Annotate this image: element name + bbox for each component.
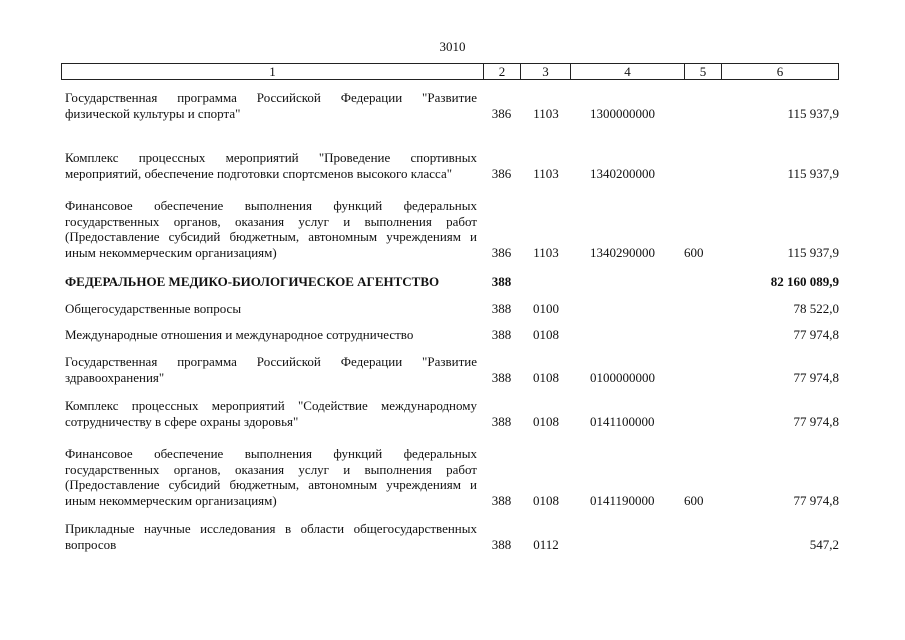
row-name: Комплекс процессных мероприятий "Содействие международному сотрудничеству в сфере охраны здоровья" <box>65 398 477 429</box>
row-col3: 0108 <box>533 326 559 342</box>
column-header-1: 1 <box>62 64 484 80</box>
row-col6: 77 974,8 <box>793 413 839 429</box>
row-col6: 115 937,9 <box>787 105 839 121</box>
row-col2: 388 <box>491 300 512 316</box>
column-header-table <box>61 63 839 80</box>
row-col3: 1103 <box>533 244 559 260</box>
column-header-5: 5 <box>685 64 722 80</box>
table-row <box>65 134 839 181</box>
column-header-2: 2 <box>484 64 521 80</box>
row-name: Финансовое обеспечение выполнения функций федеральных государственных органов, оказания услуг и выполнения работ (Предоставление субсидий бюджетным, автономным учреждениям и иным некоммерческим организациям) <box>65 198 477 260</box>
row-col6: 77 974,8 <box>793 492 839 508</box>
page-number: 3010 <box>439 39 466 54</box>
table-row <box>65 520 839 552</box>
row-col2: 388 <box>491 273 512 289</box>
column-header-row <box>62 64 839 80</box>
column-header-6: 6 <box>722 64 839 80</box>
row-col6: 82 160 089,9 <box>770 273 839 289</box>
row-col2: 386 <box>491 165 512 181</box>
row-col6: 77 974,8 <box>793 369 839 385</box>
row-col4: 1340200000 <box>590 165 655 181</box>
row-col2: 388 <box>491 492 512 508</box>
row-name: Общегосударственные вопросы <box>65 300 242 316</box>
row-col3: 1103 <box>533 105 559 121</box>
row-name: Прикладные научные исследования в области общегосударственных вопросов <box>65 521 477 552</box>
row-col2: 388 <box>491 369 512 385</box>
row-name: Государственная программа Российской Федерации "Развитие физической культуры и спорта" <box>65 90 477 121</box>
row-col3: 1103 <box>533 165 559 181</box>
row-col6: 78 522,0 <box>793 300 839 316</box>
table-row <box>65 353 839 385</box>
row-col5: 600 <box>684 492 704 508</box>
row-col6: 115 937,9 <box>787 244 839 260</box>
table-row <box>65 445 839 508</box>
row-col3: 0108 <box>533 492 559 508</box>
row-col4: 0100000000 <box>590 369 655 385</box>
row-col2: 388 <box>491 326 512 342</box>
row-col2: 388 <box>491 536 512 552</box>
column-header-3: 3 <box>521 64 571 80</box>
row-name: Международные отношения и международное сотрудничество <box>65 326 414 342</box>
row-name: Комплекс процессных мероприятий "Проведение спортивных мероприятий, обеспечение подготовки спортсменов высокого класса" <box>65 150 477 181</box>
table-row <box>65 397 839 429</box>
row-name: Финансовое обеспечение выполнения функций федеральных государственных органов, оказания услуг и выполнения работ (Предоставление субсидий бюджетным, автономным учреждениям и иным некоммерческим организациям) <box>65 446 477 508</box>
row-col3: 0100 <box>533 300 559 316</box>
row-col2: 388 <box>491 413 512 429</box>
row-col6: 547,2 <box>809 536 839 552</box>
row-col4: 0141190000 <box>590 492 655 508</box>
row-name: ФЕДЕРАЛЬНОЕ МЕДИКО-БИОЛОГИЧЕСКОЕ АГЕНТСТВО <box>65 273 440 289</box>
table-row <box>65 90 839 121</box>
row-name: Государственная программа Российской Федерации "Развитие здравоохранения" <box>65 354 477 385</box>
table-row <box>65 300 839 316</box>
row-col4: 1340290000 <box>590 244 655 260</box>
row-col2: 386 <box>491 105 512 121</box>
row-col3: 0108 <box>533 413 559 429</box>
table-row <box>65 326 839 342</box>
table-row <box>65 197 839 260</box>
row-col3: 0112 <box>533 536 559 552</box>
row-col6: 115 937,9 <box>787 165 839 181</box>
table-row <box>65 273 839 289</box>
row-col5: 600 <box>684 244 704 260</box>
column-header-4: 4 <box>571 64 685 80</box>
row-col6: 77 974,8 <box>793 326 839 342</box>
row-col2: 386 <box>491 244 512 260</box>
row-col4: 1300000000 <box>590 105 655 121</box>
row-col3: 0108 <box>533 369 559 385</box>
row-col4: 0141100000 <box>590 413 655 429</box>
